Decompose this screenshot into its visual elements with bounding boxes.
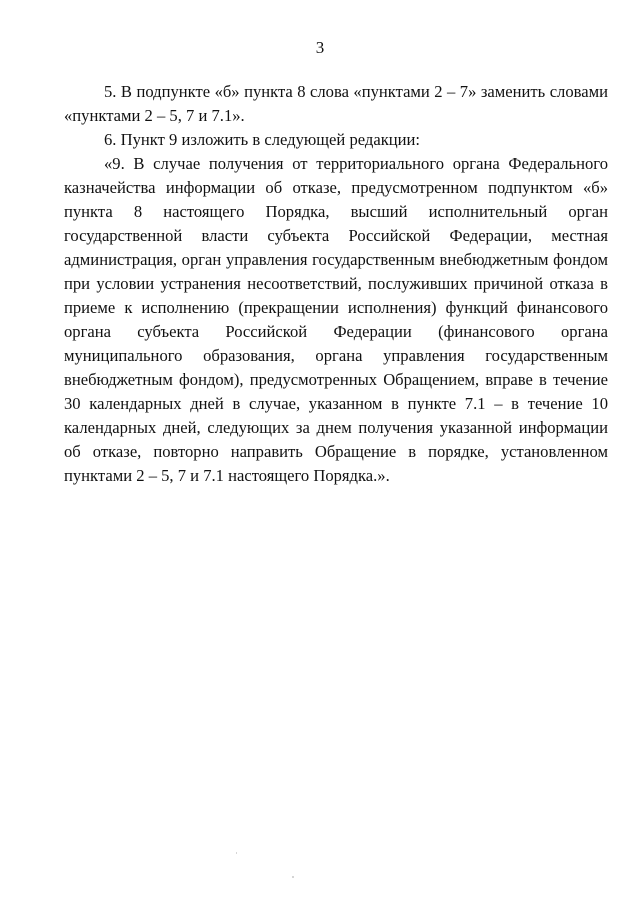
scan-speck	[292, 876, 294, 878]
page-number: 3	[315, 38, 325, 57]
paragraph-new-point-9: «9. В случае получения от территориального органа Федерального казначейства информации об отказе, предусмотренном подпунктом «б» пункта 8 настоящего Порядка, высший исполнительный орган государственной власти субъекта Российской Федерации, местная администрация, орган управления государственным внебюджетным фондом при условии устранения несоответствий, послуживших причиной отказа в приеме к исполнению (прекращении исполнения) функций финансового органа субъекта Российской Федерации (финансового органа муниципального образования, органа управления государственным внебюджетным фондом), предусмотренных Обращением, вправе в течение 30 календарных дней в случае, указанном в пункте 7.1 – в течение 10 календарных дней, следующих за днем получения указанной информации об отказе, повторно направить Обращение в порядке, установленном пунктами 2 – 5, 7 и 7.1 настоящего Порядка.».	[64, 154, 608, 485]
paragraph-item-6: 6. Пункт 9 изложить в следующей редакции:	[104, 130, 421, 149]
document-body	[64, 80, 608, 488]
paragraph-item-5: 5. В подпункте «б» пункта 8 слова «пунктами 2 – 7» заменить словами «пунктами 2 – 5, 7 и 7.1».	[64, 82, 608, 125]
scan-speck	[236, 852, 237, 854]
